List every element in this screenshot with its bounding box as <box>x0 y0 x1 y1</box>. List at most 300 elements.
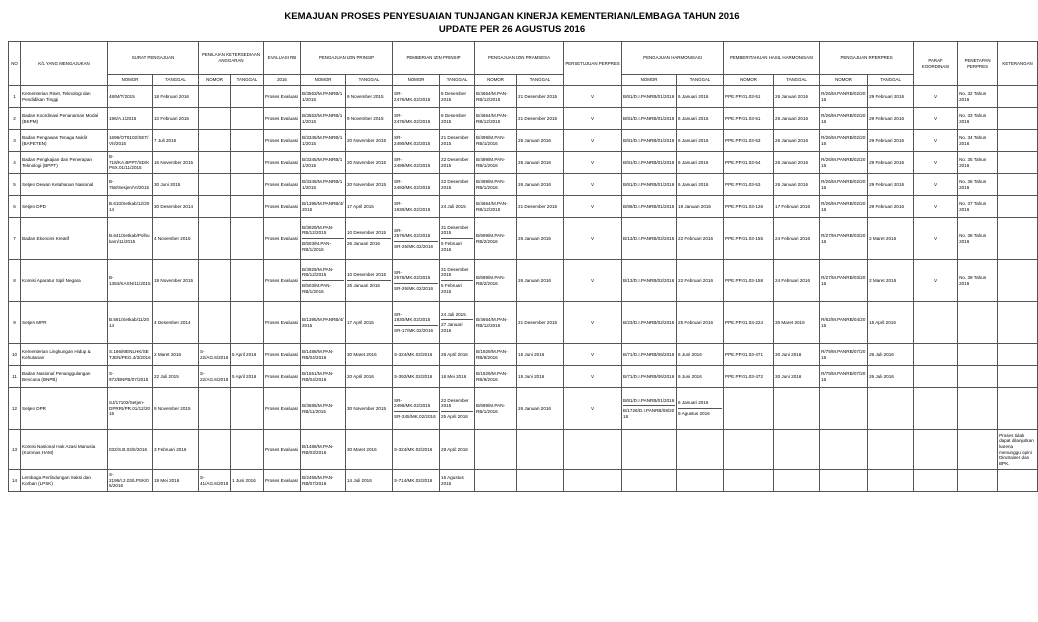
cell-hasil-tanggal: 30 Juni 2016 <box>774 344 820 366</box>
cell-izin-tanggal <box>346 388 393 430</box>
cell-pemberian-tanggal-entry: 22 Desember 2015 <box>441 156 469 168</box>
cell-pemberian-nomor-entry: SR-1930/MK.02/2015 <box>394 311 431 323</box>
cell-pemberian-nomor <box>393 86 440 108</box>
cell-pramsesa-tanggal <box>517 108 564 130</box>
cell-harmonisasi-tanggal <box>677 302 724 344</box>
cell-pramsesa-nomor <box>475 470 517 492</box>
cell-persetujuan: V <box>564 130 622 152</box>
cell-paraf: V <box>914 108 958 130</box>
table-row <box>9 196 1038 218</box>
cell-izin-nomor-entry: B/3563/M.PANRB/11/2015 <box>302 90 343 102</box>
cell-izin-nomor-entry: B/3685/M.PAN-RB/11/2015 <box>302 402 334 414</box>
cell-kl: Setjen MPR <box>21 302 108 344</box>
cell-paraf: V <box>914 196 958 218</box>
cell-izin-nomor-entry: B/3929/M.PAN-RB/12/2015 <box>302 224 334 236</box>
cell-pramsesa-nomor <box>475 344 517 366</box>
table-row <box>9 174 1038 196</box>
cell-penetapan <box>958 366 998 388</box>
cell-pemberian-nomor <box>393 470 440 492</box>
cell-persetujuan: V <box>564 108 622 130</box>
cell-no: 12 <box>9 388 21 430</box>
cell-pemberian-tanggal <box>440 260 475 302</box>
header-no: NO <box>9 42 21 86</box>
cell-keterangan <box>998 86 1038 108</box>
cell-hasil-tanggal <box>774 470 820 492</box>
cell-harmonisasi-nomor <box>622 344 677 366</box>
cell-izin-nomor-entry: B/1488/M.PAN-RB/03/2016 <box>302 443 334 455</box>
cell-izin-tanggal <box>346 174 393 196</box>
cell-hasil-nomor <box>724 470 774 492</box>
cell-pramsesa-nomor <box>475 108 517 130</box>
cell-pemberian-tanggal-entry: 5 Februari 2016 <box>441 238 473 252</box>
cell-rperpres-nomor: R/79/M.PANRB/07/2016 <box>820 344 868 366</box>
cell-penilaian-nomor <box>199 302 231 344</box>
cell-pemberian-nomor <box>393 152 440 174</box>
cell-paraf: V <box>914 86 958 108</box>
cell-rperpres-nomor: R/27/M.PANRB/03/2016 <box>820 260 868 302</box>
cell-izin-tanggal <box>346 470 393 492</box>
cell-hasil-nomor: PPE.PP.01.03-472 <box>724 366 774 388</box>
cell-harmonisasi-tanggal-entry: 19 Januari 2016 <box>678 203 711 209</box>
cell-pemberian-tanggal-entry: 28 April 2016 <box>441 446 468 452</box>
table-row <box>9 430 1038 470</box>
cell-pemberian-tanggal-entry: 22 Desember 2015 <box>441 397 469 409</box>
cell-rperpres-nomor: R/26/M.PANRB/02/2016 <box>820 152 868 174</box>
cell-pemberian-tanggal-entry: 24 Juli 2015 <box>441 311 466 317</box>
cell-pramsesa-tanggal <box>517 260 564 302</box>
table-row <box>9 302 1038 344</box>
cell-pramsesa-tanggal <box>517 174 564 196</box>
cell-harmonisasi-tanggal-entry: 6 Januari 2016 <box>678 400 709 406</box>
cell-pramsesa-tanggal <box>517 388 564 430</box>
cell-harmonisasi-nomor-entry: B/86/D.I.PANRB/01/2016 <box>623 203 675 209</box>
cell-kl: Kementerian Riset, Teknologi dan Pendidikan Tinggi <box>21 86 108 108</box>
table-row <box>9 344 1038 366</box>
cell-pemberian-tanggal <box>440 196 475 218</box>
cell-keterangan <box>998 344 1038 366</box>
cell-izin-nomor-entry: B/503/M.PAN-RB/1/2016 <box>302 280 344 294</box>
cell-izin-tanggal-entry: 9 November 2015 <box>347 115 384 121</box>
cell-rperpres-tanggal: 2 Maret 2016 <box>868 260 914 302</box>
cell-penilaian-tanggal <box>231 130 264 152</box>
header-keterangan: KETERANGAN <box>998 42 1038 86</box>
cell-pramsesa-tanggal <box>517 430 564 470</box>
cell-surat-tanggal: 19 November 2015 <box>153 260 199 302</box>
cell-pemberian-nomor <box>393 366 440 388</box>
cell-harmonisasi-nomor <box>622 130 677 152</box>
cell-paraf <box>914 302 958 344</box>
cell-penetapan <box>958 302 998 344</box>
cell-persetujuan: V <box>564 388 622 430</box>
cell-surat-tanggal: 2 Maret 2016 <box>153 344 199 366</box>
table-row <box>9 470 1038 492</box>
cell-harmonisasi-tanggal-entry: 6 Januari 2016 <box>678 159 709 165</box>
cell-harmonisasi-tanggal-entry: 22 Februari 2016 <box>678 235 714 241</box>
cell-izin-tanggal-entry: 20 November 2015 <box>347 137 387 143</box>
cell-izin-tanggal <box>346 260 393 302</box>
cell-pramsesa-nomor-entry: B/1929/M.PAN-RB/6/2016 <box>476 370 508 382</box>
cell-hasil-nomor: PPE.PP.01.03-51 <box>724 108 774 130</box>
cell-penilaian-nomor <box>199 260 231 302</box>
cell-persetujuan: V <box>564 174 622 196</box>
cell-penilaian-tanggal <box>231 86 264 108</box>
cell-persetujuan: V <box>564 366 622 388</box>
cell-penilaian-nomor <box>199 108 231 130</box>
table-row <box>9 130 1038 152</box>
cell-izin-nomor-entry: B/1395/M.PANRB/4/2015 <box>302 316 344 328</box>
cell-izin-nomor-entry: B/1488/M.PAN-RB/04/2016 <box>302 348 334 360</box>
cell-izin-tanggal-entry: 30 Maret 2016 <box>347 446 377 452</box>
table-row <box>9 108 1038 130</box>
cell-harmonisasi-nomor-entry: B/81/D.I.PANRB/01/2016 <box>623 115 675 121</box>
progress-table <box>8 41 1038 492</box>
cell-persetujuan: V <box>564 86 622 108</box>
cell-hasil-nomor: PPE.PP.01.03-51 <box>724 86 774 108</box>
cell-pemberian-tanggal <box>440 218 475 260</box>
cell-harmonisasi-nomor <box>622 218 677 260</box>
cell-harmonisasi-tanggal-entry: 9 Agustus 2016 <box>678 408 722 417</box>
cell-paraf: V <box>914 130 958 152</box>
cell-harmonisasi-tanggal-entry: 25 Februari 2016 <box>678 319 714 325</box>
cell-izin-tanggal <box>346 152 393 174</box>
cell-penilaian-tanggal <box>231 152 264 174</box>
subheader-nomor: NOMOR <box>475 75 517 86</box>
cell-harmonisasi-nomor <box>622 470 677 492</box>
cell-pramsesa-nomor-entry: B/699/M.PAN-RB/2/2016 <box>476 232 506 244</box>
cell-harmonisasi-tanggal <box>677 430 724 470</box>
table-row <box>9 86 1038 108</box>
cell-penilaian-tanggal: 5 April 2016 <box>231 366 264 388</box>
cell-pemberian-tanggal <box>440 174 475 196</box>
cell-izin-nomor <box>301 130 346 152</box>
subheader-nomor: NOMOR <box>820 75 868 86</box>
cell-persetujuan: V <box>564 152 622 174</box>
cell-izin-nomor <box>301 196 346 218</box>
cell-pramsesa-tanggal-entry: 15 Juni 2016 <box>518 351 545 357</box>
cell-hasil-tanggal: 26 Januari 2016 <box>774 86 820 108</box>
cell-evaluasi: Proses Evaluasi <box>264 302 301 344</box>
cell-no: 2 <box>9 108 21 130</box>
cell-pemberian-tanggal-entry: 28 April 2016 <box>441 351 468 357</box>
table-row <box>9 152 1038 174</box>
cell-izin-nomor <box>301 430 346 470</box>
cell-harmonisasi-tanggal-entry: 6 Januari 2016 <box>678 181 709 187</box>
cell-pemberian-nomor <box>393 260 440 302</box>
cell-izin-tanggal-entry: 26 Januari 2016 <box>347 280 391 289</box>
cell-persetujuan: V <box>564 218 622 260</box>
cell-pemberian-nomor <box>393 344 440 366</box>
cell-pramsesa-tanggal-entry: 26 Januari 2016 <box>518 405 551 411</box>
cell-kl: Badan Ekonomi Kreatif <box>21 218 108 260</box>
cell-pramsesa-nomor <box>475 366 517 388</box>
cell-rperpres-nomor: R/79/M.PANRB/07/2016 <box>820 366 868 388</box>
cell-hasil-tanggal: 26 Januari 2016 <box>774 130 820 152</box>
header-paraf: PARAF KOORDINASI <box>914 42 958 86</box>
cell-no: 3 <box>9 130 21 152</box>
cell-penetapan: No. 38 Tahun 2016 <box>958 218 998 260</box>
subheader-tanggal: TANGGAL <box>153 75 199 86</box>
cell-harmonisasi-nomor-entry: B/13/D.I.PANRB/02/2016 <box>623 277 675 283</box>
cell-pemberian-nomor-entry: SR-17/MK.02/2016 <box>394 325 438 334</box>
cell-izin-tanggal <box>346 366 393 388</box>
cell-penilaian-nomor <box>199 130 231 152</box>
cell-pemberian-nomor-entry: SR-2496/MK.02/2015 <box>394 397 431 409</box>
cell-keterangan <box>998 470 1038 492</box>
cell-kl: Lembaga Perlindungan Saksi dan Korban (LPSK) <box>21 470 108 492</box>
cell-surat-nomor: S-972/BNPB/07/2015 <box>108 366 153 388</box>
cell-penilaian-tanggal <box>231 430 264 470</box>
cell-pramsesa-tanggal-entry: 21 Desember 2015 <box>518 319 558 325</box>
cell-izin-tanggal-entry: 10 Desember 2015 <box>347 272 387 278</box>
cell-pemberian-nomor-entry: S-324/MK.02/2016 <box>394 446 433 452</box>
cell-kl: Komisi Aparatur Sipil Negara <box>21 260 108 302</box>
cell-rperpres-nomor: R/26/M.PANRB/02/2016 <box>820 108 868 130</box>
cell-pemberian-tanggal <box>440 152 475 174</box>
cell-surat-nomor: S-2196/I.2.03/LPSK/05/2016 <box>108 470 153 492</box>
cell-no: 11 <box>9 366 21 388</box>
header-persetujuan: PERSETUJUAN PERPRES <box>564 42 622 86</box>
cell-pemberian-tanggal <box>440 470 475 492</box>
cell-persetujuan: V <box>564 260 622 302</box>
cell-pemberian-tanggal <box>440 388 475 430</box>
cell-kl: Badan Nasional Penanggulangan Bencana (BNPB) <box>21 366 108 388</box>
cell-keterangan <box>998 152 1038 174</box>
cell-izin-nomor-entry: B/3929/M.PAN-RB/12/2015 <box>302 266 334 278</box>
cell-evaluasi: Proses Evaluasi <box>264 108 301 130</box>
table-body <box>9 86 1038 492</box>
cell-rperpres-nomor: R/27/M.PANRB/03/2016 <box>820 218 868 260</box>
cell-penilaian-tanggal: 1 Juni 2016 <box>231 470 264 492</box>
cell-pramsesa-nomor <box>475 130 517 152</box>
cell-pemberian-tanggal <box>440 366 475 388</box>
table-row <box>9 388 1038 430</box>
cell-pramsesa-nomor <box>475 260 517 302</box>
cell-surat-nomor: B-718/KA.BPPT/SD/KP6X.01/11/2015 <box>108 152 153 174</box>
cell-harmonisasi-nomor <box>622 388 677 430</box>
cell-evaluasi: Proses Evaluasi <box>264 196 301 218</box>
cell-surat-nomor: S.166/MENLHK/SETJEN/PEG.4/3/2016 <box>108 344 153 366</box>
cell-pramsesa-tanggal-entry: 21 Desember 2015 <box>518 93 558 99</box>
cell-surat-tanggal: 19 Mei 2016 <box>153 470 199 492</box>
cell-izin-nomor-entry: B/503/M.PAN-RB/1/2016 <box>302 238 344 252</box>
cell-pramsesa-tanggal-entry: 15 Juni 2016 <box>518 373 545 379</box>
cell-izin-nomor-entry: B/1551/M.PAN-RB/04/2016 <box>302 370 334 382</box>
cell-harmonisasi-tanggal <box>677 174 724 196</box>
cell-penilaian-nomor <box>199 174 231 196</box>
cell-hasil-tanggal: 30 Maret 2016 <box>774 302 820 344</box>
cell-izin-tanggal-entry: 20 April 2016 <box>347 373 374 379</box>
cell-izin-tanggal-entry: 10 Desember 2015 <box>347 230 387 236</box>
cell-rperpres-tanggal <box>868 430 914 470</box>
cell-izin-tanggal-entry: 20 November 2015 <box>347 159 387 165</box>
cell-harmonisasi-tanggal <box>677 130 724 152</box>
cell-pemberian-nomor-entry: SR-345/MK.02/2016 <box>394 411 438 420</box>
cell-paraf: V <box>914 218 958 260</box>
cell-rperpres-tanggal: 29 Februari 2016 <box>868 196 914 218</box>
cell-pramsesa-nomor-entry: B/4664/M.PAN-RB/12/2015 <box>476 200 508 212</box>
cell-harmonisasi-nomor <box>622 302 677 344</box>
cell-surat-nomor: B-758/Sesjen/VI/2015 <box>108 174 153 196</box>
cell-penilaian-tanggal <box>231 302 264 344</box>
cell-no: 13 <box>9 430 21 470</box>
page-title <box>0 10 1024 36</box>
cell-pemberian-nomor-entry: SR-2476/MK.02/2015 <box>394 112 431 124</box>
subheader-nomor: NOMOR <box>622 75 677 86</box>
cell-kl: Badan Koordinasi Penanaman Modal (BKPM) <box>21 108 108 130</box>
cell-penilaian-nomor <box>199 218 231 260</box>
cell-paraf <box>914 388 958 430</box>
cell-no: 1 <box>9 86 21 108</box>
cell-surat-nomor: B.610/Setkab/12/2014 <box>108 196 153 218</box>
cell-hasil-nomor: PPE.PP.01.03-53 <box>724 130 774 152</box>
cell-hasil-tanggal: 26 Januari 2016 <box>774 174 820 196</box>
header-penetapan: PENETAPAN PERPRES <box>958 42 998 86</box>
cell-izin-nomor <box>301 260 346 302</box>
cell-persetujuan <box>564 470 622 492</box>
cell-keterangan: Proses tidak dapat dilanjutkan karena menunggu opini Dirutraiser dan BPK. <box>998 430 1038 470</box>
cell-no: 6 <box>9 196 21 218</box>
cell-penetapan: No. 37 Tahun 2016 <box>958 196 998 218</box>
cell-keterangan <box>998 302 1038 344</box>
cell-harmonisasi-tanggal-entry: 6 Januari 2016 <box>678 137 709 143</box>
cell-surat-tanggal: 7 Juli 2015 <box>153 130 199 152</box>
cell-rperpres-tanggal: 29 Februari 2016 <box>868 130 914 152</box>
header-harmonisasi: PENGAJUAN HARMONISASI <box>622 42 724 75</box>
cell-pemberian-nomor <box>393 108 440 130</box>
cell-pramsesa-tanggal <box>517 366 564 388</box>
cell-izin-tanggal-entry: 17 April 2015 <box>347 203 374 209</box>
cell-izin-tanggal <box>346 130 393 152</box>
subheader-tanggal: TANGGAL <box>440 75 475 86</box>
cell-pramsesa-nomor <box>475 196 517 218</box>
cell-izin-nomor-entry: B/3345/M.PANRB/11/2015 <box>302 134 343 146</box>
cell-pramsesa-tanggal-entry: 26 Januari 2016 <box>518 159 551 165</box>
cell-harmonisasi-tanggal <box>677 152 724 174</box>
cell-hasil-nomor: PPE.PP.01.03-126 <box>724 196 774 218</box>
cell-hasil-tanggal: 24 Februari 2016 <box>774 260 820 302</box>
cell-izin-tanggal-entry: 14 Juli 2016 <box>347 477 372 483</box>
cell-rperpres-nomor: R/26/M.PANRB/02/2016 <box>820 196 868 218</box>
header-pengajuan-izin: PENGAJUAN IZIN PRINSIP <box>301 42 393 75</box>
cell-pramsesa-tanggal <box>517 344 564 366</box>
cell-harmonisasi-nomor <box>622 86 677 108</box>
cell-rperpres-nomor: R/26/M.PANRB/02/2016 <box>820 86 868 108</box>
subheader-nomor: NOMOR <box>393 75 440 86</box>
cell-pramsesa-tanggal <box>517 302 564 344</box>
cell-izin-nomor <box>301 86 346 108</box>
cell-surat-tanggal: 4 November 2015 <box>153 218 199 260</box>
cell-harmonisasi-nomor-entry: B/71/D.I.PANRB/06/2016 <box>623 373 675 379</box>
subheader-nomor: NOMOR <box>301 75 346 86</box>
cell-rperpres-tanggal: 2 Maret 2016 <box>868 218 914 260</box>
cell-harmonisasi-nomor-entry: B/81/D.I.PANRB/01/2016 <box>623 181 675 187</box>
cell-penilaian-tanggal <box>231 218 264 260</box>
cell-izin-nomor-entry: B/3563/M.PANRB/11/2015 <box>302 112 343 124</box>
header-hasil: PEMBERITAHUAN HASIL HARMONISASI <box>724 42 820 75</box>
cell-penetapan <box>958 470 998 492</box>
cell-pemberian-tanggal-entry: 31 Desember 2015 <box>441 224 469 236</box>
cell-kl: Setjen DPD <box>21 196 108 218</box>
cell-surat-tanggal: 10 Februari 2015 <box>153 108 199 130</box>
cell-izin-nomor <box>301 470 346 492</box>
cell-izin-tanggal <box>346 430 393 470</box>
cell-izin-nomor-entry: B/2455/M.PAN-RB/07/2016 <box>302 474 334 486</box>
cell-evaluasi: Proses Evaluasi <box>264 152 301 174</box>
cell-keterangan <box>998 388 1038 430</box>
cell-pramsesa-tanggal <box>517 196 564 218</box>
cell-penilaian-nomor <box>199 388 231 430</box>
cell-pemberian-nomor-entry: SR-2493/MK.02/2015 <box>394 178 431 190</box>
cell-pramsesa-nomor-entry: B/4664/M.PAN-RB/12/2015 <box>476 90 508 102</box>
cell-pemberian-tanggal-entry: 8 Desember 2015 <box>441 90 467 102</box>
cell-hasil-nomor <box>724 388 774 430</box>
cell-penilaian-tanggal <box>231 108 264 130</box>
cell-pramsesa-nomor <box>475 86 517 108</box>
cell-rperpres-nomor: R/26/M.PANRB/02/2016 <box>820 130 868 152</box>
cell-paraf <box>914 344 958 366</box>
cell-harmonisasi-nomor <box>622 260 677 302</box>
cell-kl: Badan Pengawas Tenaga Nuklir (BAPETEN) <box>21 130 108 152</box>
cell-izin-tanggal <box>346 108 393 130</box>
cell-pemberian-nomor-entry: S-714/MK.02/2016 <box>394 477 433 483</box>
cell-hasil-tanggal: 17 Februari 2016 <box>774 196 820 218</box>
cell-izin-nomor <box>301 366 346 388</box>
cell-pemberian-nomor-entry: S-392/MK.02/2016 <box>394 373 433 379</box>
cell-paraf <box>914 470 958 492</box>
cell-izin-nomor-entry: B/3345/M.PANRB/11/2015 <box>302 178 343 190</box>
title-line-1: KEMAJUAN PROSES PENYESUAIAN TUNJANGAN KINERJA KEMENTERIAN/LEMBAGA TAHUN 2016 <box>284 11 740 22</box>
cell-penilaian-nomor <box>199 152 231 174</box>
cell-surat-nomor: 1696/OT8102/SET/VII/2015 <box>108 130 153 152</box>
cell-evaluasi: Proses Evaluasi <box>264 366 301 388</box>
cell-hasil-nomor: PPE.PP.01.03-53 <box>724 174 774 196</box>
header-surat: SURAT PENGAJUAN <box>108 42 199 75</box>
cell-penetapan: No. 32 Tahun 2016 <box>958 86 998 108</box>
cell-izin-nomor <box>301 152 346 174</box>
cell-harmonisasi-nomor-entry: B/81/D.I.PANRB/01/2016 <box>623 93 675 99</box>
cell-harmonisasi-tanggal <box>677 86 724 108</box>
cell-surat-tanggal: 30 Juni 2015 <box>153 174 199 196</box>
cell-pemberian-tanggal-entry: 16 Mei 2016 <box>441 373 467 379</box>
cell-pramsesa-nomor-entry: B/4664/M.PAN-RB/12/2015 <box>476 112 508 124</box>
cell-izin-tanggal-entry: 20 November 2015 <box>347 181 387 187</box>
cell-rperpres-nomor <box>820 388 868 430</box>
cell-penetapan: No. 39 Tahun 2016 <box>958 260 998 302</box>
cell-pramsesa-tanggal-entry: 21 Desember 2015 <box>518 203 558 209</box>
cell-surat-nomor: 196/A.1/2015 <box>108 108 153 130</box>
cell-izin-nomor <box>301 174 346 196</box>
cell-harmonisasi-tanggal <box>677 218 724 260</box>
cell-harmonisasi-tanggal-entry: 6 Januari 2016 <box>678 115 709 121</box>
cell-pramsesa-nomor <box>475 174 517 196</box>
cell-izin-nomor <box>301 218 346 260</box>
cell-paraf: V <box>914 174 958 196</box>
cell-rperpres-nomor <box>820 470 868 492</box>
cell-pramsesa-tanggal-entry: 26 Januari 2016 <box>518 181 551 187</box>
cell-hasil-tanggal <box>774 388 820 430</box>
subheader-tanggal: TANGGAL <box>517 75 564 86</box>
cell-rperpres-tanggal: 29 Februari 2016 <box>868 86 914 108</box>
cell-harmonisasi-nomor-entry: B/13/D.I.PANRB/02/2016 <box>623 235 675 241</box>
cell-kl: Kementerian Lingkungan Hidup & Kehutanan <box>21 344 108 366</box>
cell-pemberian-nomor <box>393 388 440 430</box>
cell-kl: Setjen DPR <box>21 388 108 430</box>
cell-pemberian-tanggal-entry: 24 Juli 2015 <box>441 203 466 209</box>
cell-kl: Setjen Dewan Ketahanan Nasional <box>21 174 108 196</box>
cell-paraf: V <box>914 260 958 302</box>
cell-izin-tanggal-entry: 30 November 2015 <box>347 405 387 411</box>
cell-keterangan <box>998 196 1038 218</box>
